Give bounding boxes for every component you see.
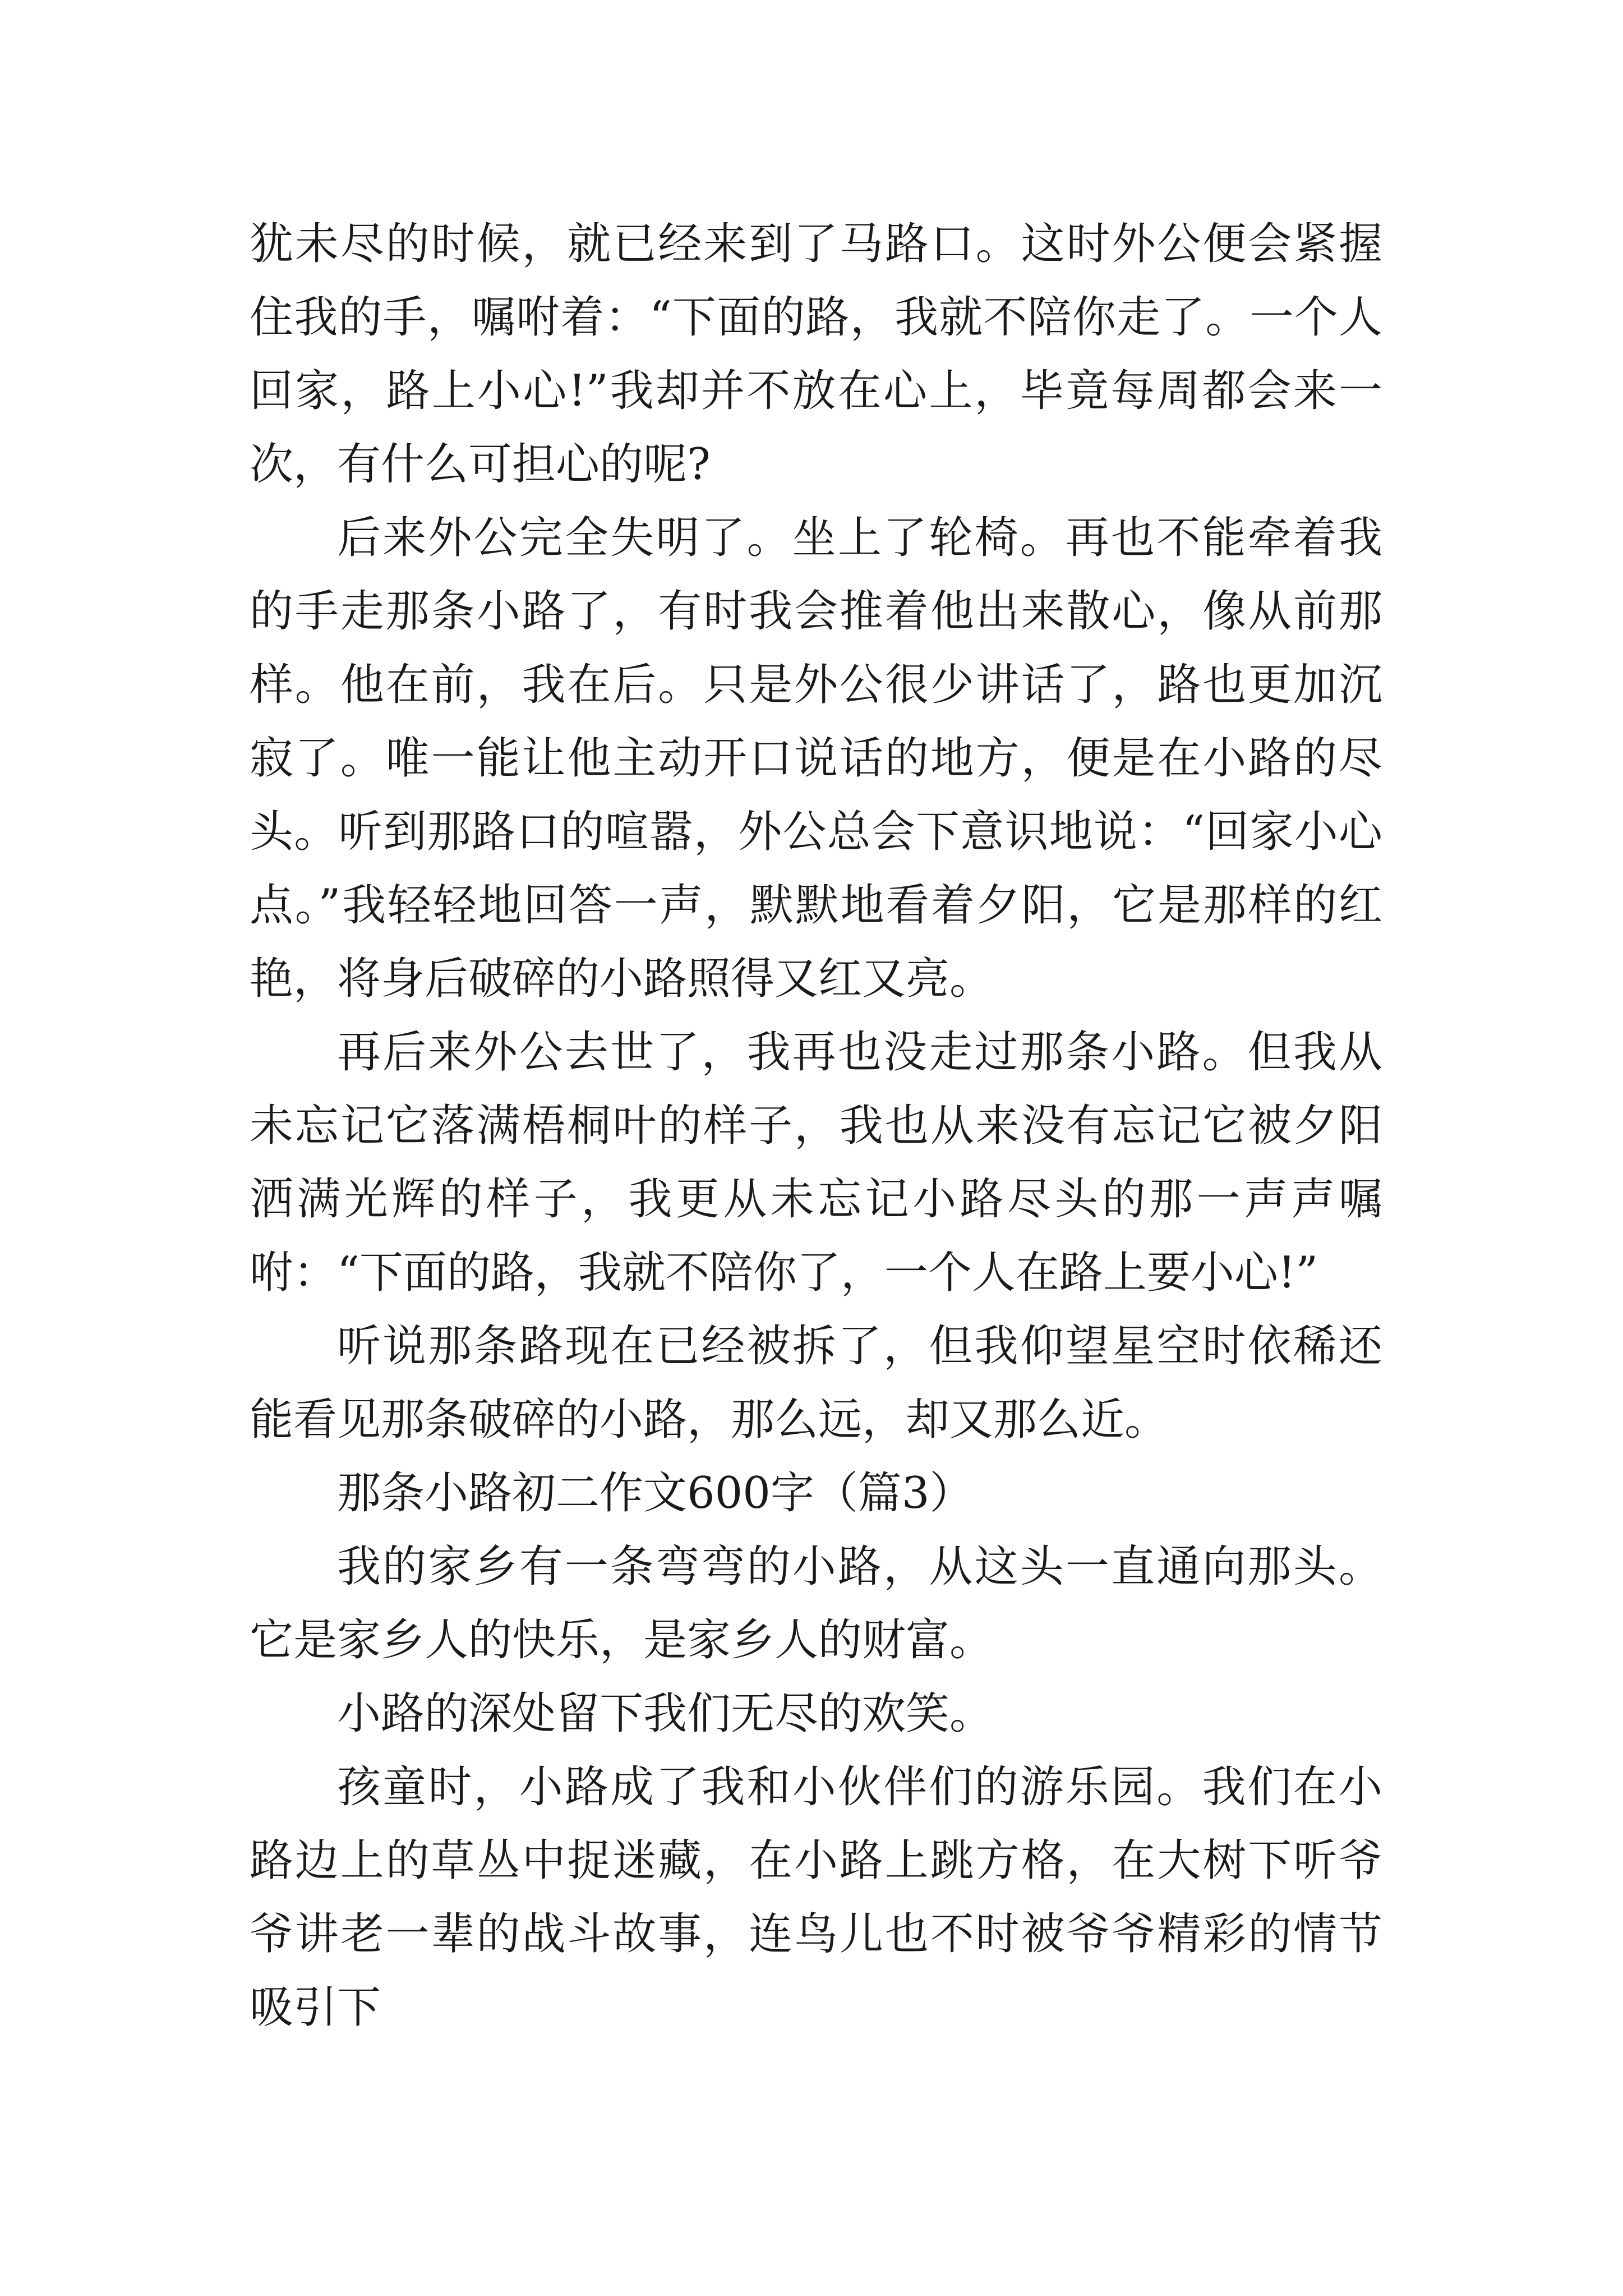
paragraph-2: 后来外公完全失明了。坐上了轮椅。再也不能牵着我的手走那条小路了，有时我会推着他出来散心，像从前那样。他在前，我在后。只是外公很少讲话了，路也更加沉寂了。唯一能让他主动开口说话的地方，便是在小路的尽头。听到那路口的喧嚣，外公总会下意识地说：“回家小心点。”我轻轻地回答一声，默默地看着夕阳，它是那样的红艳，将身后破碎的小路照得又红又亮。 [250,513,1382,1004]
document-body [250,208,1382,2045]
paragraph-3: 再后来外公去世了，我再也没走过那条小路。但我从未忘记它落满梧桐叶的样子，我也从来没有忘记它被夕阳洒满光辉的样子，我更从未忘记小路尽头的那一声声嘱咐：“下面的路，我就不陪你了，一个人在路上要小心!” [250,1027,1382,1298]
paragraph-1: 犹未尽的时候，就已经来到了马路口。这时外公便会紧握住我的手，嘱咐着：“下面的路，我就不陪你走了。一个人回家，路上小心!”我却并不放在心上，毕竟每周都会来一次，有什么可担心的呢? [250,219,1382,490]
paragraph-5: 我的家乡有一条弯弯的小路，从这头一直通向那头。它是家乡人的快乐，是家乡人的财富。 [250,1542,1382,1665]
paragraph-7: 孩童时，小路成了我和小伙伴们的游乐园。我们在小路边上的草丛中捉迷藏，在小路上跳方格，在大树下听爷爷讲老一辈的战斗故事，连鸟儿也不时被爷爷精彩的情节吸引下 [250,1762,1382,2033]
section-heading: 那条小路初二作文600字（篇3） [337,1468,974,1519]
paragraph-4: 听说那条路现在已经被拆了，但我仰望星空时依稀还能看见那条破碎的小路，那么远，却又那么近。 [250,1321,1382,1445]
paragraph-6: 小路的深处留下我们无尽的欢笑。 [337,1688,994,1739]
